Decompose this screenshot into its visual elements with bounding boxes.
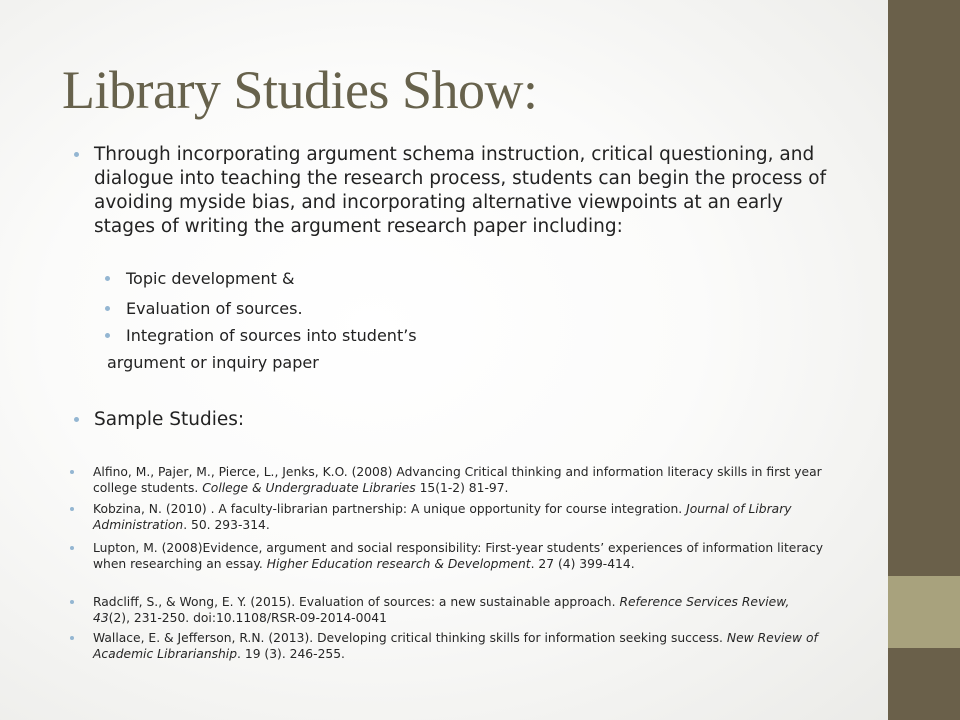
- reference-details: . 27 (4) 399-414.: [530, 557, 635, 571]
- reference-source: College & Undergraduate Libraries: [202, 481, 416, 495]
- sample-studies-heading: [94, 408, 834, 432]
- sub-bullet-continuation: argument or inquiry paper: [107, 353, 319, 372]
- reference-source: Reference Services Review, 43: [93, 595, 790, 625]
- reference-authors: Kobzina, N. (2010) . A faculty-librarian partnership: A unique opportunity for course integration.: [93, 502, 687, 516]
- reference-item: [93, 464, 827, 496]
- sub-bullet: [126, 324, 417, 348]
- reference-authors: Wallace, E. & Jefferson, R.N. (2013). Developing critical thinking skills for information seeking success.: [93, 631, 727, 645]
- bullet-icon: [105, 276, 110, 281]
- bullet-icon: [74, 152, 79, 157]
- bullet-icon: [70, 507, 74, 511]
- sub-bullet-text: Topic development &: [126, 269, 295, 288]
- reference-details: . 50. 293-314.: [183, 518, 270, 532]
- reference-item: [93, 540, 827, 572]
- sub-bullet-text: Evaluation of sources.: [126, 299, 303, 318]
- reference-authors: Radcliff, S., & Wong, E. Y. (2015). Evaluation of sources: a new sustainable approach.: [93, 595, 620, 609]
- reference-source: Journal of Library Administration: [93, 502, 792, 532]
- bullet-icon: [70, 546, 74, 550]
- bullet-icon: [105, 333, 110, 338]
- intro-bullet: [94, 143, 834, 239]
- reference-details: (2), 231-250. doi:10.1108/RSR-09-2014-0041: [108, 611, 387, 625]
- intro-bullet-text: Through incorporating argument schema instruction, critical questioning, and dialogue into teaching the research process, students can begin the process of avoiding myside bias, and incorporating alternative viewpoints at an early stages of writing the argument research paper including:: [94, 144, 827, 237]
- reference-authors: Lupton, M. (2008)Evidence, argument and social responsibility: First-year students’ experiences of information literacy when researching an essay.: [93, 541, 823, 571]
- reference-source: Higher Education research & Development: [266, 557, 531, 571]
- sub-bullet: [126, 267, 294, 291]
- reference-details: 15(1-2) 81-97.: [415, 481, 509, 495]
- bullet-icon: [105, 306, 110, 311]
- sample-studies-text: Sample Studies:: [94, 409, 245, 430]
- reference-details: . 19 (3). 246-255.: [237, 647, 345, 661]
- sub-bullet-text: Integration of sources into student’s: [126, 326, 417, 345]
- reference-item: [93, 594, 827, 626]
- side-band-light: [888, 576, 960, 648]
- bullet-icon: [70, 470, 74, 474]
- reference-source: New Review of Academic Librarianship: [93, 631, 818, 661]
- bullet-icon: [70, 636, 74, 640]
- reference-authors: Alfino, M., Pajer, M., Pierce, L., Jenks, K.O. (2008) Advancing Critical thinking and information literacy skills in first year college students.: [93, 465, 822, 495]
- reference-item: [93, 630, 827, 662]
- sub-bullet: [126, 297, 303, 321]
- slide-title: Library Studies Show:: [62, 60, 538, 120]
- bullet-icon: [70, 600, 74, 604]
- bullet-icon: [74, 417, 79, 422]
- reference-item: [93, 501, 827, 533]
